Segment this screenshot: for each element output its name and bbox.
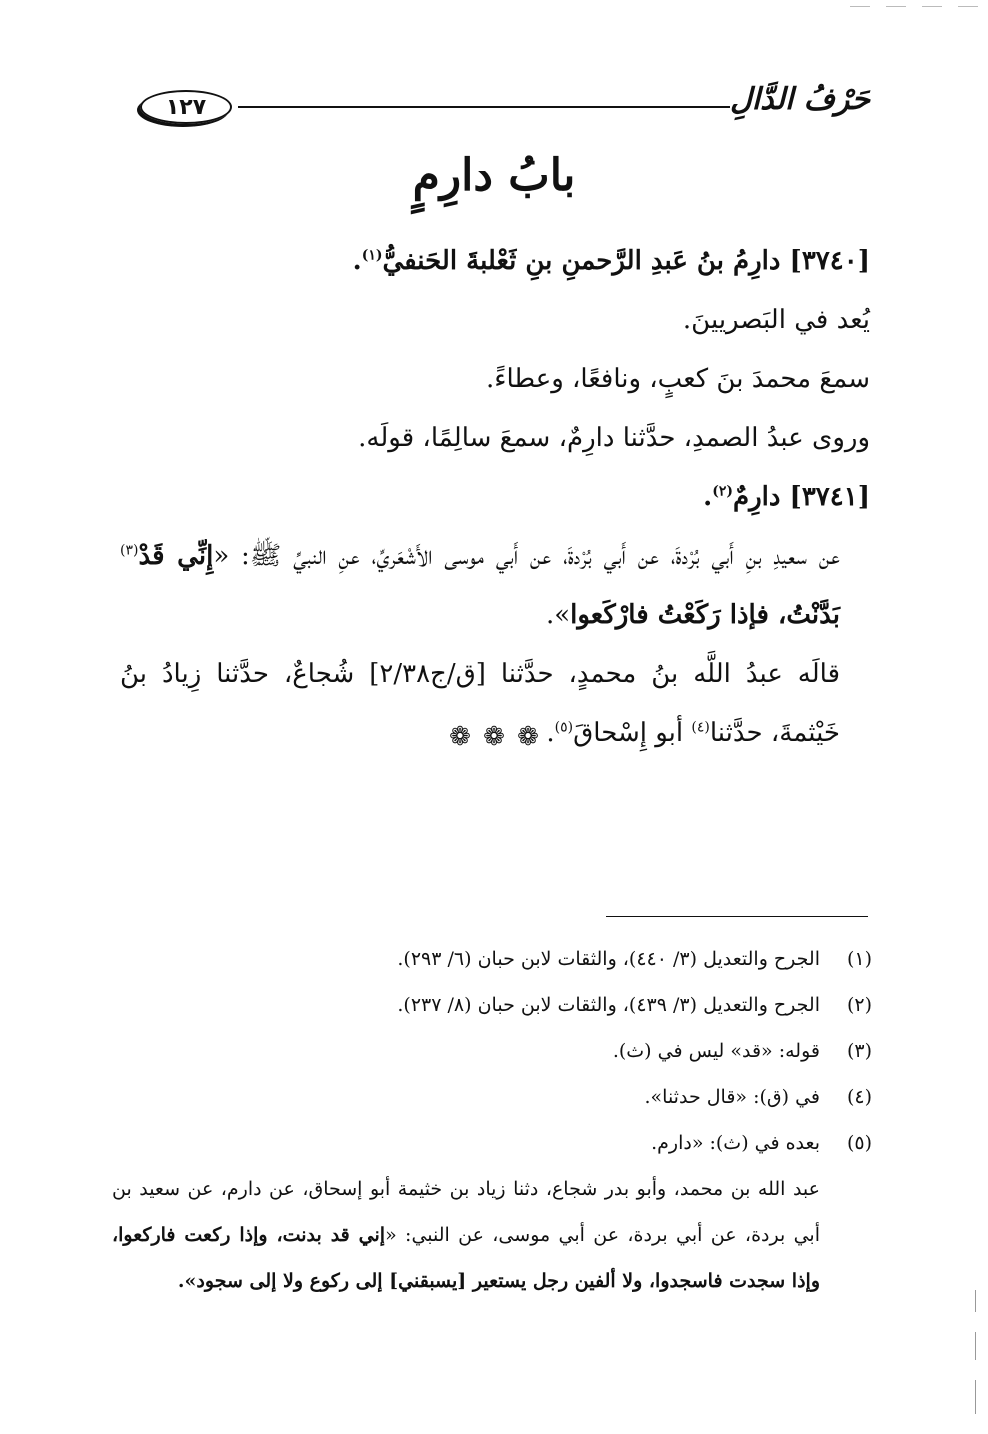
margin-scan-marks — [975, 1290, 976, 1434]
footnote-ref-1: (١) — [361, 247, 383, 264]
entry-3741-isnad: قالَه عبدُ اللَّه بنُ محمدٍ، حدَّثنا [ق/ج٢/٣٨] شُجاعٌ، حدَّثنا زِيادُ بنُ خَيْثمةَ، حدَّثنا$^{(٤)}$ أبو إِسْحاقَ$^{(٥)}$. — [120, 659, 840, 748]
footnote-ref-2: (٢) — [712, 483, 734, 500]
entry-3741-hadith: عن سعيدِ بنِ أَبي بُرْدةَ، عن أَبي بُرْدةَ، عن أَبي موسى الأَشْعَريِّ، عنِ النبيِّ ﷺ: «إِنِّي قَدْ$^{(٣)}$ بَدَّنْتُ، فإذا رَكَعْتُ فارْكَعوا». — [120, 541, 840, 630]
footnote-ref-5: (٥) — [554, 719, 574, 736]
footnote-rule — [606, 916, 868, 917]
footnote-3: (٣) قوله: «قد» ليس في (ث). — [612, 1040, 872, 1062]
footnote-ref-3: (٣) — [120, 542, 139, 559]
main-text — [120, 232, 870, 763]
header-rule — [238, 106, 730, 108]
entry-3740-head: [٣٧٤٠] دارِمُ بنُ عَبدِ الرَّحمنِ بنِ ثَعْلبةَ الحَنفيُّ$^{(١)}$. — [352, 246, 870, 276]
ornament-icon: ❁ — [517, 722, 539, 752]
ornament-icon: ❁ — [449, 722, 471, 752]
footnote-5-continuation: عبد الله بن محمد، وأبو بدر شجاع، دثنا زياد بن خثيمة أبو إسحاق، عن دارم، عن سعيد بن أبي بردة، عن أبي بردة، عن أبي موسى، عن النبي: «إني قد بدنت، وإذا ركعت فاركعوا، وإذا سجدت فاسجدوا، ولا ألفين رجل يستعير [يسبقني] إلى ركوع ولا إلى سجود». — [112, 1178, 820, 1292]
footnote-2: (٢) الجرح والتعديل (٣/ ٤٣٩)، والثقات لابن حبان (٨/ ٢٣٧). — [397, 994, 872, 1016]
ornament-icon: ❁ — [483, 722, 505, 752]
entry-3740-line-3: وروى عبدُ الصمدِ، حدَّثنا دارِمٌ، سمعَ سالِمًا، قولَه. — [358, 423, 870, 453]
chapter-title: بابُ دارِمٍ — [412, 150, 576, 201]
footnote-5: (٥) بعده في (ث): «دارم. — [651, 1132, 872, 1154]
footnote-ref-4: (٤) — [691, 719, 710, 736]
entry-3740-line-1: يُعد في البَصريينَ. — [682, 305, 870, 335]
scan-dashes — [850, 6, 978, 7]
entry-3740-line-2: سمعَ محمدَ بنَ كعبٍ، ونافعًا، وعطاءً. — [485, 364, 870, 394]
footnote-1: (١) الجرح والتعديل (٣/ ٤٤٠)، والثقات لابن حبان (٦/ ٢٩٣). — [397, 948, 872, 970]
page-number: ١٢٧ — [140, 90, 232, 124]
section-divider-ornaments — [0, 724, 988, 750]
footnotes — [112, 936, 872, 1304]
footnote-4: (٤) في (ق): «قال حدثنا». — [644, 1086, 872, 1108]
page-header — [140, 82, 870, 132]
entry-3741-head: [٣٧٤١] دارِمٌ$^{(٢)}$. — [703, 482, 870, 512]
section-title: حَرْفُ الدَّالِ — [730, 82, 870, 117]
